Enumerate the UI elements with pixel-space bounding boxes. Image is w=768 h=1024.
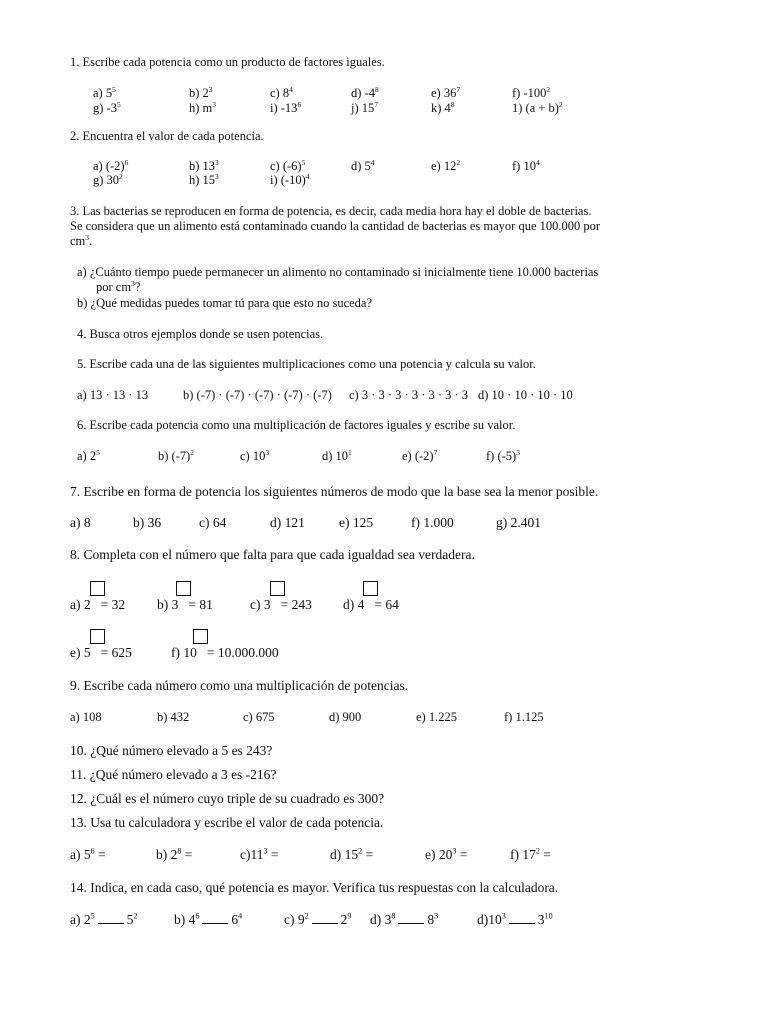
q5-item: a) 13 · 13 · 13 [77,388,149,402]
q3-b-line: b) ¿Qué medidas puedes tomar tú para que esto no suceda? [77,296,373,310]
q9-item: a) 108 [70,710,102,724]
q9-item: c) 675 [243,710,275,724]
q14-item: d) $3^8$ $8^3$ [370,911,439,927]
q13-item: e) $20^3$ = [425,846,468,862]
q6-item: e) $(-2)^7$ [402,447,438,463]
q8-equation: f) 10 = 10.000.000 [171,645,279,660]
q5-item: d) 10 · 10 · 10 · 10 [478,388,573,402]
q8-equation: d) 4 = 64 [343,597,399,612]
q1-item: b) $2^3$ [189,84,213,100]
answer-blank[interactable] [312,922,338,924]
q2-item: h) $15^3$ [189,171,219,187]
q7-item: b) 36 [133,515,162,530]
q1-item: 1) $(a + b)^2$ [512,99,563,115]
q13-item: f) $17^2$ = [510,846,551,862]
q1-item: j) $15^7$ [351,99,379,115]
answer-blank[interactable] [509,922,535,924]
q8-equation: b) 3 = 81 [157,597,213,612]
q7-item: g) 2.401 [496,515,541,530]
answer-box[interactable] [90,629,105,644]
q8-equation: a) 2 = 32 [70,597,126,612]
answer-box[interactable] [90,581,105,596]
q9-item: e) 1.225 [416,710,457,724]
answer-box[interactable] [193,629,208,644]
q14-title: 14. Indica, en cada caso, qué potencia es mayor. Verifica tus respuestas con la calculadora. [70,880,559,895]
q7-item: a) 8 [70,515,91,530]
q1-item: d) $-4^8$ [351,84,379,100]
q5-item: c) 3 · 3 · 3 · 3 · 3 · 3 · 3 [349,388,469,402]
q2-item: i) $(-10)^4$ [270,171,310,187]
q7-item: e) 125 [339,515,374,530]
answer-blank[interactable] [202,922,228,924]
answer-blank[interactable] [98,922,124,924]
q2-item: f) $10^4$ [512,157,540,173]
q11-title: 11. ¿Qué número elevado a 3 es -216? [70,767,277,782]
q6-item: a) $2^5$ [77,447,100,463]
q14-item: $d)10^3$ $3^{10}$ [477,911,553,927]
answer-box[interactable] [176,581,191,596]
q9-item: d) 900 [329,710,362,724]
q8-equation: c) 3 = 243 [250,597,312,612]
q9-item: f) 1.125 [504,710,544,724]
q5-title: 5. Escribe cada una de las siguientes multiplicaciones como una potencia y calcula su valor. [77,357,536,371]
q1-item: k) $4^8$ [431,99,455,115]
q4-title: 4. Busca otros ejemplos donde se usen potencias. [77,327,324,341]
q1-title: 1. Escribe cada potencia como un producto de factores iguales. [70,55,385,69]
q1-item: e) $36^7$ [431,84,461,100]
q9-item: b) 432 [157,710,190,724]
answer-blank[interactable] [398,922,424,924]
q7-item: f) 1.000 [411,515,454,530]
q1-item: i) $-13^6$ [270,99,302,115]
q13-item: d) $15^2$ = [330,846,374,862]
q6-item: b) $(-7)^2$ [158,447,195,463]
q7-item: d) 121 [270,515,305,530]
q1-item: f) $-100^2$ [512,84,551,100]
q2-item: a) $(-2)^6$ [93,157,129,173]
q3-line3: $cm^3$. [70,232,93,248]
q2-item: c) $(-6)^5$ [270,157,306,173]
q3-a-line1: a) ¿Cuánto tiempo puede permanecer un alimento no contaminado si inicialmente tiene 10.000 bacterias [77,265,599,279]
q3-line1: 3. Las bacterias se reproducen en forma de potencia, es decir, cada media hora hay el doble de bacterias. [70,204,592,218]
q13-item: b) $2^8$ = [156,846,193,862]
q14-item: a) $2^5$ $5^2$ [70,911,138,927]
answer-box[interactable] [270,581,285,596]
q1-item: a) $5^5$ [93,84,116,100]
q3-line2: Se considera que un alimento está contaminado cuando la cantidad de bacterias es mayor que 100.000 por [70,219,601,233]
q10-title: 10. ¿Qué número elevado a 5 es 243? [70,743,273,758]
q14-item: c) $9^2$ $2^9$ [284,911,352,927]
q3-a-line2: por $cm^3$? [96,278,141,294]
q6-title: 6. Escribe cada potencia como una multiplicación de factores iguales y escribe su valor. [77,418,516,432]
q6-item: d) $10^1$ [322,447,352,463]
q7-title: 7. Escribe en forma de potencia los siguientes números de modo que la base sea la menor posible. [70,484,599,499]
q1-item: g) $-3^5$ [93,99,121,115]
q13-title: 13. Usa tu calculadora y escribe el valor de cada potencia. [70,815,384,830]
q2-item: d) $5^4$ [351,157,375,173]
q14-item: b) $4^6$ $6^4$ [174,911,243,927]
q8-title: 8. Completa con el número que falta para que cada igualdad sea verdadera. [70,547,475,562]
q1-item: c) $8^4$ [270,84,293,100]
q2-item: e) $12^2$ [431,157,461,173]
q7-item: c) 64 [199,515,227,530]
answer-box[interactable] [363,581,378,596]
q2-title: 2. Encuentra el valor de cada potencia. [70,129,264,143]
q12-title: 12. ¿Cuál es el número cuyo triple de su cuadrado es 300? [70,791,385,806]
q6-item: f) $(-5)^3$ [486,447,520,463]
q5-item: b) (-7) · (-7) · (-7) · (-7) · (-7) [183,388,332,402]
q6-item: c) $10^3$ [240,447,270,463]
q13-item: a) $5^6$ = [70,846,106,862]
q9-title: 9. Escribe cada número como una multiplicación de potencias. [70,678,409,693]
q2-item: b) $13^3$ [189,157,219,173]
q8-equation: e) 5 = 625 [70,645,132,660]
q13-item: $c)11^3$ = [240,846,279,862]
q1-item: h) $m^3$ [189,99,217,115]
q2-item: g) $30^2$ [93,171,123,187]
